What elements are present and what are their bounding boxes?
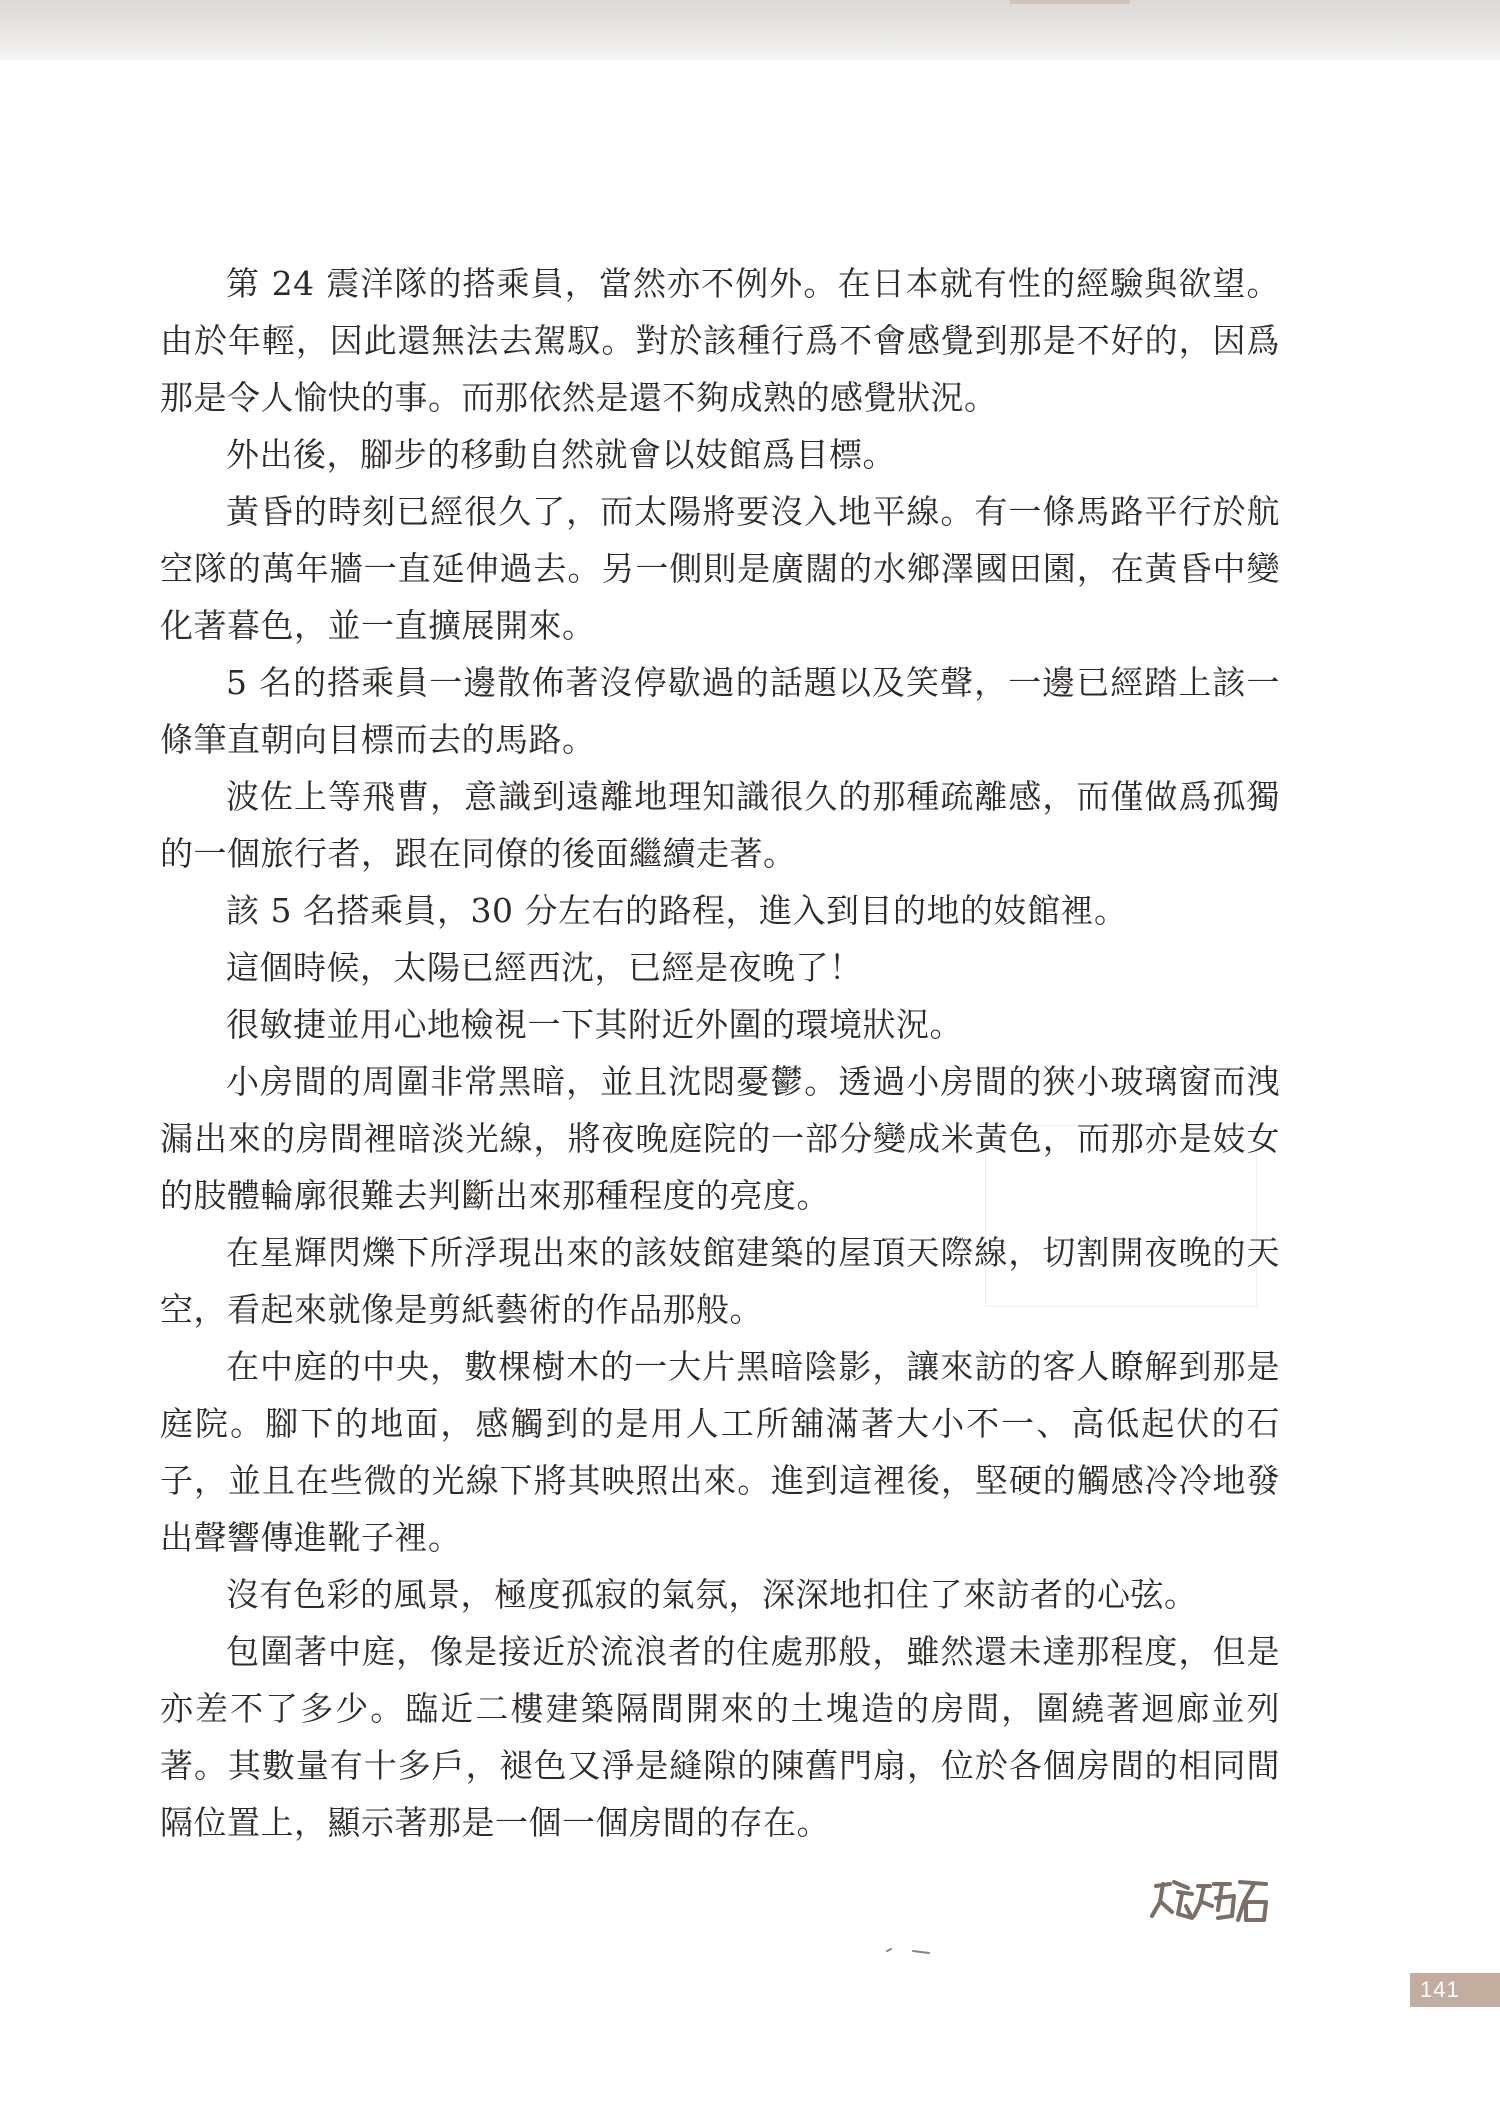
paragraph: 波佐上等飛曹，意識到遠離地理知識很久的那種疏離感，而僅做爲孤獨的一個旅行者，跟在同僚的後面繼續走著。: [160, 777, 1280, 873]
paragraph: 包圍著中庭，像是接近於流浪者的住處那般，雖然還未達那程度，但是亦差不了多少。臨近二樓建築隔間開來的土塊造的房間，圍繞著迴廊並列著。其數量有十多戶，褪色又淨是縫隙的陳舊門扇，位於各個房間的相同間隔位置上，顯示著那是一個一個房間的存在。: [160, 1632, 1280, 1842]
paragraph: 外出後，腳步的移動自然就會以妓館爲目標。: [226, 435, 896, 474]
body-text: [160, 255, 1280, 1851]
top-scan-shadow: [0, 0, 1500, 60]
paragraph: 該 5 名搭乘員，30 分左右的路程，進入到目的地的妓館裡。: [226, 891, 1128, 930]
paragraph: 小房間的周圍非常黑暗，並且沈悶憂鬱。透過小房間的狹小玻璃窗而洩漏出來的房間裡暗淡光線，將夜晚庭院的一部分變成米黃色，而那亦是妓女的肢體輪廓很難去判斷出來那種程度的亮度。: [160, 1062, 1280, 1215]
top-accent-mark: [1010, 0, 1130, 4]
paragraph: 在星輝閃爍下所浮現出來的該妓館建築的屋頂天際線，切割開夜晚的天空，看起來就像是剪紙藝術的作品那般。: [160, 1233, 1280, 1329]
paragraph: 在中庭的中央，數棵樹木的一大片黑暗陰影，讓來訪的客人瞭解到那是庭院。腳下的地面，感觸到的是用人工所舖滿著大小不一、高低起伏的石子，並且在些微的光線下將其映照出來。進到這裡後，堅硬的觸感冷冷地發出聲響傳進靴子裡。: [160, 1347, 1280, 1557]
paragraph: 5 名的搭乘員一邊散佈著沒停歇過的話題以及笑聲，一邊已經踏上該一條筆直朝向目標而去的馬路。: [160, 663, 1280, 759]
paragraph: 這個時候，太陽已經西沈，已經是夜晚了！: [226, 948, 863, 987]
stray-pen-mark: [885, 1945, 945, 1957]
paragraph: 黃昏的時刻已經很久了，而太陽將要沒入地平線。有一條馬路平行於航空隊的萬年牆一直延伸過去。另一側則是廣闊的水鄉澤國田園，在黃昏中變化著暮色，並一直擴展開來。: [160, 492, 1280, 645]
author-signature: [1148, 1872, 1278, 1928]
paragraph: 很敏捷並用心地檢視一下其附近外圍的環境狀況。: [226, 1005, 963, 1044]
paragraph: 第 24 震洋隊的搭乘員，當然亦不例外。在日本就有性的經驗與欲望。由於年輕，因此還無法去駕馭。對於該種行爲不會感覺到那是不好的，因爲那是令人愉快的事。而那依然是還不夠成熟的感覺狀況。: [160, 264, 1280, 417]
paragraph: 沒有色彩的風景，極度孤寂的氣氛，深深地扣住了來訪者的心弦。: [226, 1575, 1198, 1614]
page-number: 141: [1420, 1977, 1460, 2002]
